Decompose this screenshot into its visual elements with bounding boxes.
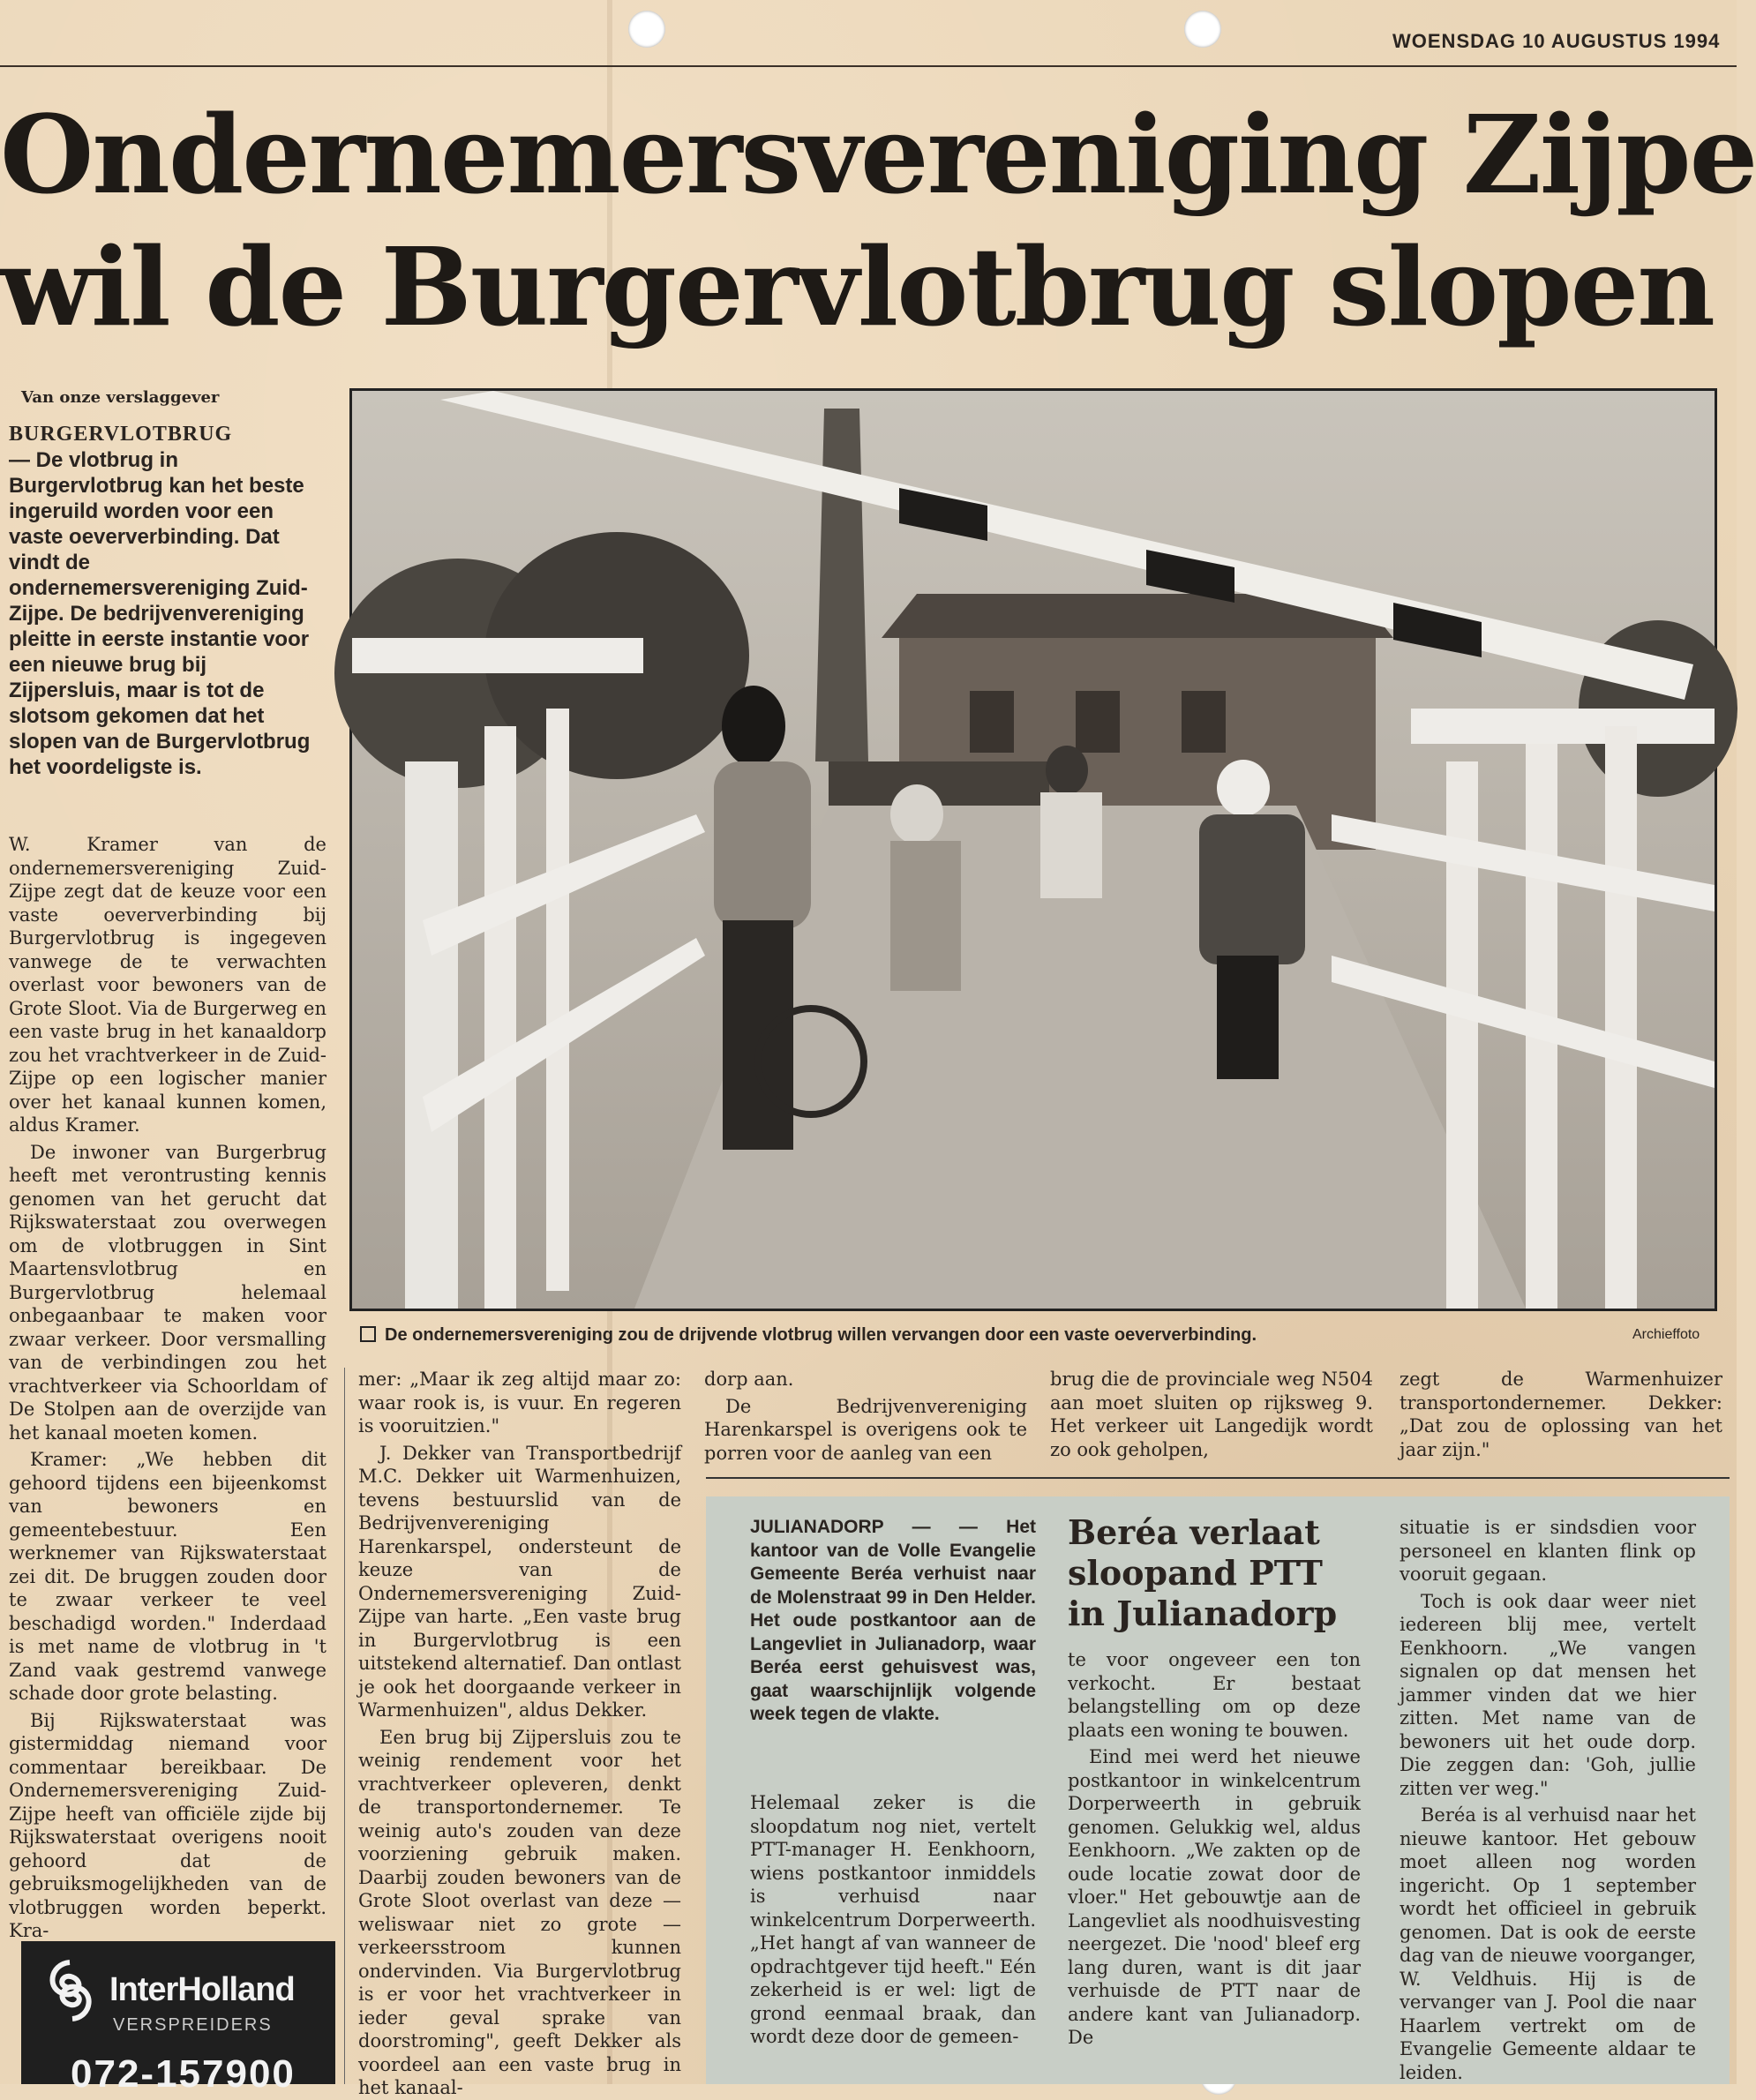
lead-paragraph xyxy=(9,422,321,780)
paragraph: Toch is ook daar weer niet iedereen blij mee, vertelt Eenkhoorn. „We vangen signalen op dat mensen het jammer vinden dat we hier zitten. Met name van de bewoners uit het oude dorp. Die zeggen dan: 'Goh, jullie zitten ver weg." xyxy=(1400,1590,1696,1799)
article2-column-2 xyxy=(1068,1648,1361,2084)
top-rule xyxy=(0,65,1737,67)
article2-column-3 xyxy=(1400,1516,1696,2084)
paragraph: Beréa is al verhuisd naar het nieuwe kantoor. Het gebouw moet alleen nog worden ingericht. Op 1 september wordt het officieel in gebruik genomen. Dat is ook de eerste dag van de nieuwe voorganger, W. Veldhuis. Hij is de vervanger van J. Pool die naar Haarlem vertrekt om de Evangelie Gemeente aldaar te leiden. xyxy=(1400,1804,1696,2083)
punch-hole xyxy=(628,11,665,48)
headline xyxy=(0,88,1756,353)
paragraph: De inwoner van Burgerbrug heeft met verontrusting kennis genomen van het gerucht dat Rijkswaterstaat zou overwegen om de vlotbruggen in Sint Maartensvlotbrug en Burgervlotbrug helemaal onbegaanbaar te maken voor zwaar verkeer. Door versmalling van de verbindingen zou het vrachtverkeer via Schoorldam of De Stolpen aan de overzijde van het kanaal moeten komen. xyxy=(9,1141,326,1444)
column-divider xyxy=(344,1368,345,2084)
ad-phone: 072-157900 xyxy=(71,2052,296,2096)
lead-place: BURGERVLOTBRUG xyxy=(9,423,233,446)
article-column-2 xyxy=(358,1368,681,2098)
lead-text: — De vlotbrug in Burgervlotbrug kan het beste ingeruild worden voor een vaste oeververbinding. Dat vindt de ondernemersvereniging Zuid-Zijpe. De bedrijvenvereniging pleitte in eerste instantie voor een nieuwe brug bij Zijpersluis, maar is tot de slotsom gekomen dat het slopen van de Burgervlotbrug het voordeligste is. xyxy=(9,448,311,779)
interholland-logo-icon xyxy=(39,1955,101,2026)
paragraph: Bij Rijkswaterstaat was gistermiddag niemand voor commentaar bereikbaar. De Ondernemersvereniging Zuid-Zijpe heeft van officiële zijde bij Rijkswaterstaat overigens nooit gehoord dat de gebruiksmogelijkheden van de vlotbruggen worden beperkt. Kra- xyxy=(9,1709,326,1941)
paragraph: De Bedrijvenvereniging Harenkarspel is overigens ook te porren voor de aanleg van een xyxy=(704,1395,1027,1464)
article-column-1 xyxy=(9,833,326,1941)
article-column-3 xyxy=(704,1368,1027,1465)
photo-credit: Archieffoto xyxy=(1632,1327,1700,1342)
ad-brand: InterHolland xyxy=(109,1971,295,2008)
paragraph: te voor ongeveer een ton verkocht. Er bestaat belangstelling om op deze plaats een woning te bouwen. xyxy=(1068,1649,1361,1741)
photo-caption-text: De ondernemersvereniging zou de drijvende vlotbrug willen vervangen door een vaste oeververbinding. xyxy=(385,1325,1257,1345)
bridge-photo-illustration xyxy=(352,391,1715,1309)
headline-line1: Ondernemersvereniging Zijpe xyxy=(0,91,1756,218)
paragraph: J. Dekker van Transportbedrijf M.C. Dekker uit Warmenhuizen, tevens bestuurslid van de Bedrijvenvereniging Harenkarspel, ondersteunt de keuze van de Ondernemersvereniging Zuid-Zijpe van harte. „Een vaste brug in Burgervlotbrug is een uitstekend alternatief. Dan ontlast je ook het doorgaande verkeer in Warmenhuizen", aldus Dekker. xyxy=(358,1442,681,1721)
paragraph: Eind mei werd het nieuwe postkantoor in winkelcentrum Dorperweerth in gebruik genomen. Gelukkig wel, aldus Eenkhoorn. „We zakten op de oude locatie zowat door de vloer." Het gebouwtje aan de Langevliet als noodhuisvesting neergezet. Die 'nood' bleef erg lang duren, want is dit jaar verhuisde de PTT naar de andere kant van Julianadorp. De xyxy=(1068,1746,1361,2048)
interholland-advert xyxy=(21,1941,335,2096)
paragraph: W. Kramer van de ondernemersvereniging Zuid-Zijpe zegt dat de keuze voor een vaste oeververbinding bij Burgervlotbrug is ingegeven vanwege de te verwachten overlast voor bewoners van de Grote Sloot. Via de Burgerweg en een vaste brug in het kanaaldorp zou het vrachtverkeer in de Zuid-Zijpe op een logischer manier over het kanaal kunnen komen, aldus Kramer. xyxy=(9,834,326,1136)
ad-subtitle: VERSPREIDERS xyxy=(113,2015,273,2035)
article-column-5 xyxy=(1400,1368,1722,1465)
paragraph: Kramer: „We hebben dit gehoord tijdens een bijeenkomst van bewoners en gemeentebestuur. Een werknemer van Rijkswaterstaat zei dit. De bruggen zouden door te zwaar verkeer te veel beschadigd worden." Inderdaad is met name de vlotbrug in 't Zand vaak gestremd vanwege schade door grote belasting. xyxy=(9,1449,326,1704)
article2-headline: Beréa verlaat sloopand PTT in Julianadorp xyxy=(1068,1512,1338,1633)
paragraph: brug die de provinciale weg N504 aan moet sluiten op rijksweg 9. Het verkeer uit Langedijk wordt zo ook geholpen, xyxy=(1050,1369,1373,1460)
article-column-4 xyxy=(1050,1368,1373,1465)
news-photo xyxy=(349,388,1717,1311)
paragraph: dorp aan. xyxy=(704,1369,794,1390)
paragraph: Een brug bij Zijpersluis zou te weinig rendement voor het vrachtverkeer opleveren, denkt de transportondernemer. Te weinig auto's zouden van deze voorziening gebruik maken. Daarbij zouden bewoners van de Grote Sloot overlast van deze — weliswaar niet zo grote — verkeersstroom kunnen ondervinden. Via Burgervlotbrug is er voor het vrachtverkeer in ieder geval sprake van doorstroming", geeft Dekker als voordeel aan een vaste brug in het kanaal- xyxy=(358,1726,681,2098)
punch-hole xyxy=(1184,11,1221,48)
section-divider xyxy=(706,1477,1730,1479)
paragraph: situatie is er sindsdien voor personeel en klanten flink op vooruit gegaan. xyxy=(1400,1517,1696,1585)
article2-lead: JULIANADORP — — Het kantoor van de Volle Evangelie Gemeente Beréa verhuist naar de Molenstraat 99 in Den Helder. Het oude postkantoor aan de Langevliet in Julianadorp, waar Beréa eerst gehuisvest was, gaat waarschijnlijk volgende week tegen de vlakte. xyxy=(750,1517,1036,1724)
byline: Van onze verslaggever xyxy=(21,388,220,407)
article2-column-1 xyxy=(750,1791,1036,2084)
paragraph: zegt de Warmenhuizer transportondernemer. Dekker: „Dat zou de oplossing van het jaar zijn." xyxy=(1400,1369,1722,1460)
paragraph: Helemaal zeker is die sloopdatum nog niet, vertelt PTT-manager H. Eenkhoorn, wiens postkantoor inmiddels is verhuisd naar winkelcentrum Dorperweerth. „Het hangt af van wanneer de opdrachtgever tijd heeft." Eén zekerheid is er wel: ligt de grond eenmaal braak, dan wordt deze door de gemeen- xyxy=(750,1792,1036,2047)
photo-caption xyxy=(360,1325,1534,1346)
headline-line2: wil de Burgervlotbrug slopen xyxy=(0,223,1714,350)
paragraph: mer: „Maar ik zeg altijd maar zo: waar rook is, is vuur. En regeren is vooruitzien." xyxy=(358,1369,681,1436)
dateline: WOENSDAG 10 AUGUSTUS 1994 xyxy=(1392,30,1721,52)
caption-marker xyxy=(360,1326,376,1342)
